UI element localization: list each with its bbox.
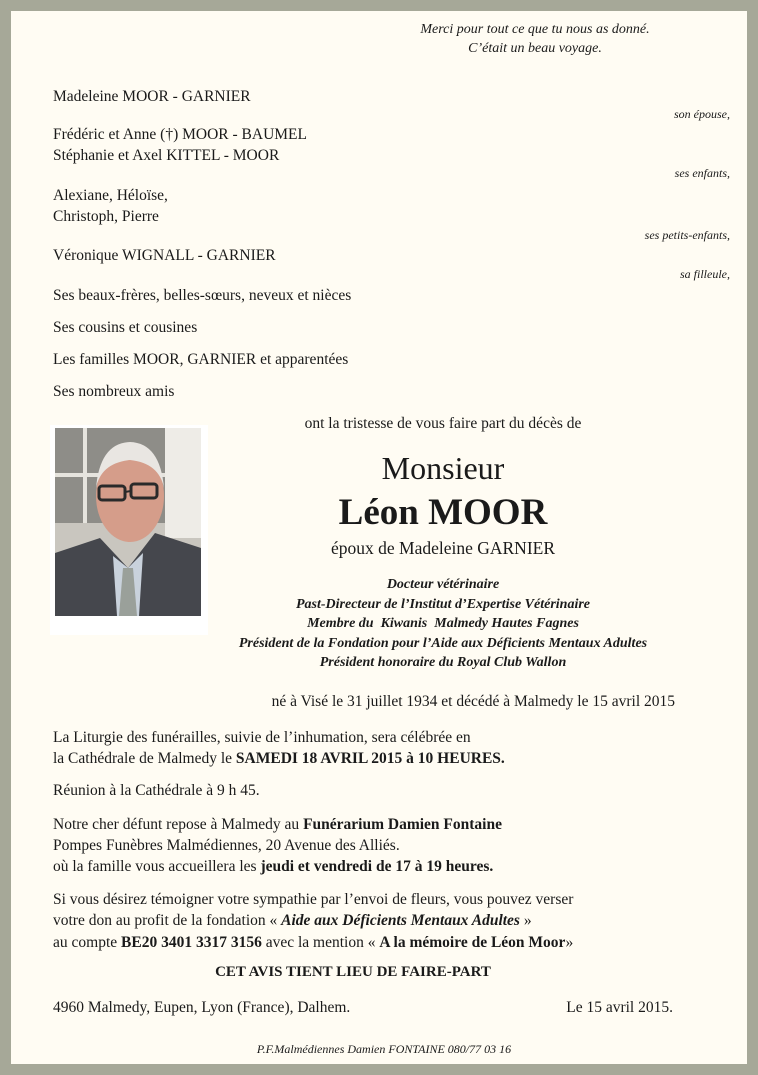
donation-line-3-mid: avec la mention « <box>261 934 380 951</box>
donation-line-3-text: au compte <box>53 934 122 951</box>
epigraph <box>380 20 690 58</box>
visitation-line-3 <box>53 856 493 877</box>
spouse-relation: son épouse, <box>674 107 730 121</box>
role-3: Membre du Kiwanis Malmedy Hautes Fagnes <box>307 616 579 632</box>
others-3: Les familles MOOR, GARNIER et apparentées <box>53 351 349 368</box>
donation-mention: A la mémoire de Léon Moor <box>379 934 566 951</box>
meeting-time: Réunion à la Cathédrale à 9 h 45. <box>53 782 260 799</box>
footer-date: Le 15 avril 2015. <box>566 999 673 1016</box>
others-1: Ses beaux-frères, belles-sœurs, neveux et nièces <box>53 287 352 304</box>
donation-line-3 <box>53 932 573 953</box>
role-2: Past-Directeur de l’Institut d’Expertise Vétérinaire <box>296 596 590 612</box>
donation-line-3-suffix: » <box>565 934 574 951</box>
visitation-line-3-text: où la famille vous accueillera les <box>53 858 261 875</box>
spouse-name: Madeleine MOOR - GARNIER <box>53 88 251 105</box>
funeral-line-1: La Liturgie des funérailles, suivie de l’inhumation, sera célébrée en <box>53 729 471 746</box>
visitation-address: Pompes Funèbres Malmédiennes, 20 Avenue des Alliés. <box>53 837 400 854</box>
bank-account: BE20 3401 3317 3156 <box>121 934 262 951</box>
grandchildren-2: Christoph, Pierre <box>53 208 159 225</box>
donation-line-2 <box>53 910 532 931</box>
donation-line-2-text: votre don au profit de la fondation « <box>53 912 282 929</box>
role-5: Président honoraire du Royal Club Wallon <box>319 655 567 671</box>
deceased-title: Monsieur <box>381 450 505 486</box>
funeral-line-2-text: la Cathédrale de Malmedy le <box>53 750 236 767</box>
announcement-intro: ont la tristesse de vous faire part du décès de <box>304 415 582 432</box>
donation-line-1: Si vous désirez témoigner votre sympathie par l’envoi de fleurs, vous pouvez verser <box>53 891 574 908</box>
others-4: Ses nombreux amis <box>53 383 175 400</box>
birth-death-line: né à Visé le 31 juillet 1934 et décédé à Malmedy le 15 avril 2015 <box>271 693 675 710</box>
funeral-home-credit: P.F.Malmédiennes Damien FONTAINE 080/77 03 16 <box>256 1042 512 1056</box>
roles-list <box>212 575 674 673</box>
goddaughter-relation: sa filleule, <box>680 267 730 281</box>
goddaughter-name: Véronique WIGNALL - GARNIER <box>53 247 276 264</box>
grandchildren-relation: ses petits-enfants, <box>644 228 730 242</box>
visitation-line-1 <box>53 814 502 835</box>
visitation-hours: jeudi et vendredi de 17 à 19 heures. <box>260 858 494 875</box>
child-2: Stéphanie et Axel KITTEL - MOOR <box>53 147 280 164</box>
funeral-line-2 <box>53 748 505 769</box>
others-2: Ses cousins et cousines <box>53 319 198 336</box>
funeral-home-name: Funérarium Damien Fontaine <box>303 816 502 833</box>
children-relation: ses enfants, <box>674 166 730 180</box>
funeral-date-time: SAMEDI 18 AVRIL 2015 à 10 HEURES. <box>235 750 505 767</box>
portrait-photo <box>55 428 201 616</box>
foundation-name: Aide aux Déficients Mentaux Adultes <box>281 912 520 929</box>
grandchildren-1: Alexiane, Héloïse, <box>53 187 168 204</box>
role-4: Président de la Fondation pour l’Aide aux Déficients Mentaux Adultes <box>238 635 648 651</box>
donation-line-2-suffix: » <box>519 912 532 929</box>
footer-places: 4960 Malmedy, Eupen, Lyon (France), Dalhem. <box>53 999 351 1016</box>
notice-heading: CET AVIS TIENT LIEU DE FAIRE-PART <box>215 964 491 980</box>
portrait-icon <box>55 428 201 616</box>
role-1: Docteur vétérinaire <box>386 577 500 592</box>
deceased-spouse-line: époux de Madeleine GARNIER <box>330 538 556 558</box>
child-1: Frédéric et Anne (†) MOOR - BAUMEL <box>53 126 307 143</box>
deceased-name: Léon MOOR <box>338 492 548 533</box>
epigraph-line-2: C’était un beau voyage. <box>468 41 602 56</box>
epigraph-line-1: Merci pour tout ce que tu nous as donné. <box>420 22 650 37</box>
visitation-line-1-text: Notre cher défunt repose à Malmedy au <box>53 816 304 833</box>
